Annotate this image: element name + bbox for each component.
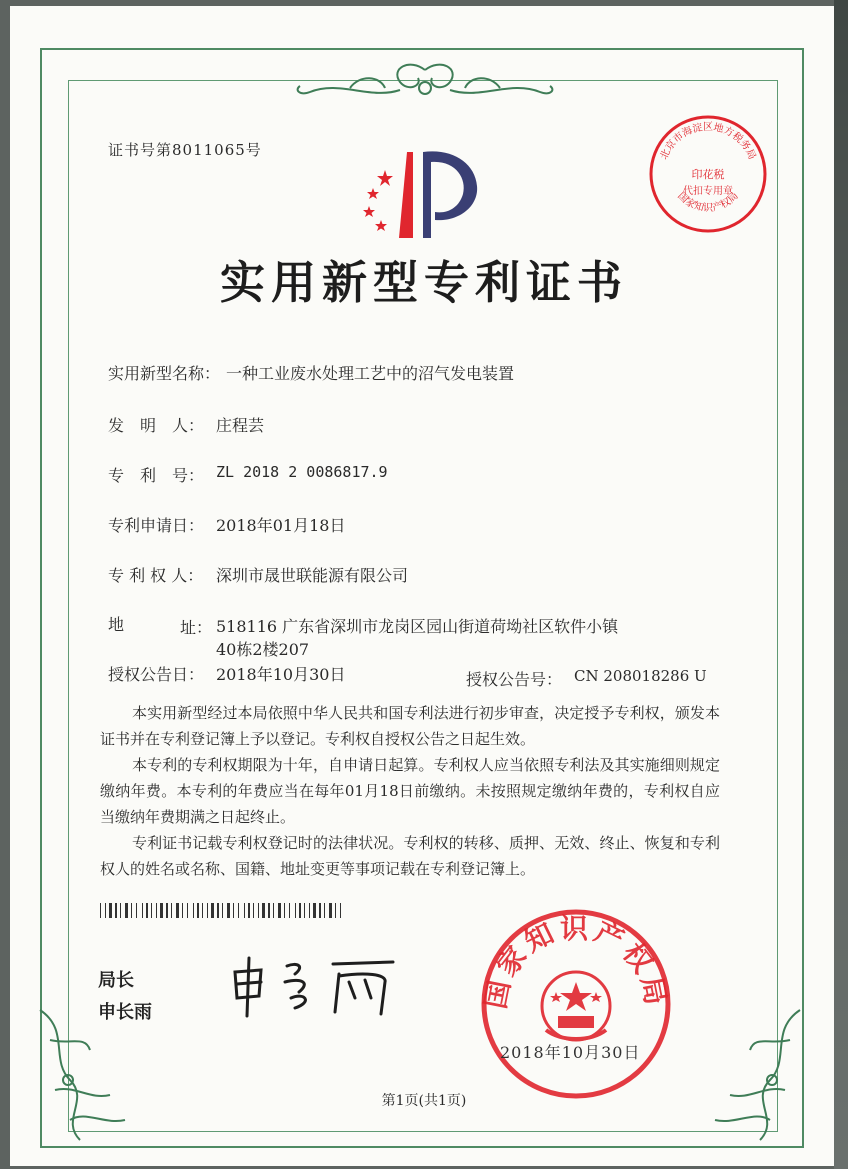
field-value-filing-date: 2018年01月18日 <box>216 516 346 535</box>
barcode-bar <box>313 903 316 918</box>
director-name: 申长雨 <box>98 1002 152 1023</box>
field-label-filing-date: 专利申请日： <box>108 516 205 535</box>
field-value-utility-name: 一种工业废水处理工艺中的沼气发电装置 <box>226 364 515 383</box>
paragraph-2: 本专利的专利权期限为十年，自申请日起算。专利权人应当依照专利法及其实施细则规定缴纳年费。本专利的年费应当在每年01月18日前缴纳。未按照规定缴纳年费的，专利权自应当缴纳年费期满之日起终止。 <box>100 756 720 826</box>
field-value-patent-number: ZL 2018 2 0086817.9 <box>216 463 388 481</box>
barcode-bar <box>142 903 143 918</box>
barcode-bar <box>131 903 132 918</box>
barcode-bar <box>197 903 199 918</box>
tax-stamp-center-2: 代扣专用章 <box>683 186 733 197</box>
paragraph-3: 专利证书记载专利权登记时的法律状况。专利权的转移、质押、无效、终止、恢复和专利权人的姓名或名称、国籍、地址变更等事项记载在专利登记簿上。 <box>100 834 720 878</box>
barcode-bar <box>227 903 230 918</box>
barcode-bar <box>156 903 157 918</box>
field-value-inventor: 庄程芸 <box>216 416 265 435</box>
field-label-patentee: 专 利 权 人： <box>108 566 204 585</box>
barcode-bar <box>329 903 332 918</box>
top-ornament-icon <box>290 60 560 110</box>
barcode-bar <box>120 903 121 918</box>
barcode-bar <box>146 903 148 918</box>
tax-stamp-bottom-text: 国家知识产权局 <box>675 190 741 215</box>
page-footer: 第1页(共1页) <box>381 1093 467 1109</box>
barcode-bar <box>109 903 112 918</box>
barcode-bar <box>171 903 172 918</box>
field-label-address-1: 地 <box>108 615 125 634</box>
field-label-grant-date: 授权公告日： <box>108 665 205 684</box>
tax-stamp-ring-text: 北京市海淀区地方税务局 <box>658 122 758 162</box>
barcode-bar <box>217 903 219 918</box>
barcode-bar <box>340 903 341 918</box>
corner-ornament-bottom-right-icon <box>700 1000 810 1150</box>
barcode-bar <box>309 903 310 918</box>
barcode-bar <box>299 903 301 918</box>
barcode-bar <box>202 903 203 918</box>
barcode-bar <box>125 903 128 918</box>
barcode-bar <box>253 903 254 918</box>
barcode-bar <box>273 903 274 918</box>
seal-date: 2018年10月30日 <box>500 1043 641 1062</box>
barcode-bar <box>304 903 305 918</box>
barcode-bar <box>233 903 234 918</box>
scan-edge <box>834 0 848 1169</box>
barcode-bar <box>193 903 194 918</box>
barcode-bar <box>319 903 321 918</box>
barcode-bar <box>211 903 214 918</box>
patent-office-logo-icon <box>355 148 485 243</box>
barcode-bar <box>289 903 290 918</box>
barcode-bar <box>151 903 152 918</box>
barcode-bar <box>160 903 163 918</box>
barcode-bar <box>182 903 183 918</box>
barcode-bar <box>238 903 239 918</box>
tax-stamp-center-1: 印花税 <box>691 168 725 181</box>
paragraph-1: 本实用新型经过本局依照中华人民共和国专利法进行初步审查，决定授予专利权，颁发本证书并在专利登记簿上予以登记。专利权自授权公告之日起生效。 <box>100 704 720 748</box>
barcode-bar <box>115 903 117 918</box>
page-title: 实用新型专利证书 <box>219 256 628 309</box>
field-label-grant-number: 授权公告号： <box>466 670 563 689</box>
barcode-bar <box>244 903 245 918</box>
field-label-inventor: 发 明 人： <box>108 416 205 435</box>
field-label-patent-number: 专 利 号： <box>108 466 205 485</box>
field-label-address-2: 址： <box>180 618 213 637</box>
barcode-bar <box>105 903 106 918</box>
barcode-bar <box>335 903 336 918</box>
national-emblem-icon <box>542 972 610 1040</box>
director-title: 局长 <box>98 970 134 991</box>
barcode-bar <box>187 903 188 918</box>
field-label-utility-name: 实用新型名称： <box>108 364 221 383</box>
field-value-grant-number: CN 208018286 U <box>574 667 707 685</box>
barcode-bar <box>258 903 259 918</box>
barcode-bar <box>248 903 250 918</box>
certificate-number: 证书号第8011065号 <box>108 141 262 159</box>
barcode-bar <box>324 903 325 918</box>
tax-stamp <box>646 112 770 236</box>
barcode-bar <box>207 903 208 918</box>
barcode-bar <box>295 903 296 918</box>
barcode-bar <box>222 903 223 918</box>
field-value-patentee: 深圳市晟世联能源有限公司 <box>216 566 409 585</box>
field-value-address: 518116 广东省深圳市龙岗区园山街道荷坳社区软件小镇40栋2楼207 <box>216 617 619 659</box>
barcode-bar <box>284 903 285 918</box>
state-ip-office-seal <box>476 904 676 1104</box>
barcode-bar <box>268 903 270 918</box>
barcode-bar <box>278 903 281 918</box>
barcode-bar <box>100 903 101 918</box>
barcode <box>100 903 345 918</box>
seal-ring-text: 国家知识产权局 <box>478 912 674 1012</box>
barcode-bar <box>136 903 137 918</box>
barcode-bar <box>262 903 265 918</box>
field-value-grant-date: 2018年10月30日 <box>216 665 346 684</box>
signature-image <box>225 952 415 1022</box>
barcode-bar <box>176 903 179 918</box>
barcode-bar <box>166 903 168 918</box>
